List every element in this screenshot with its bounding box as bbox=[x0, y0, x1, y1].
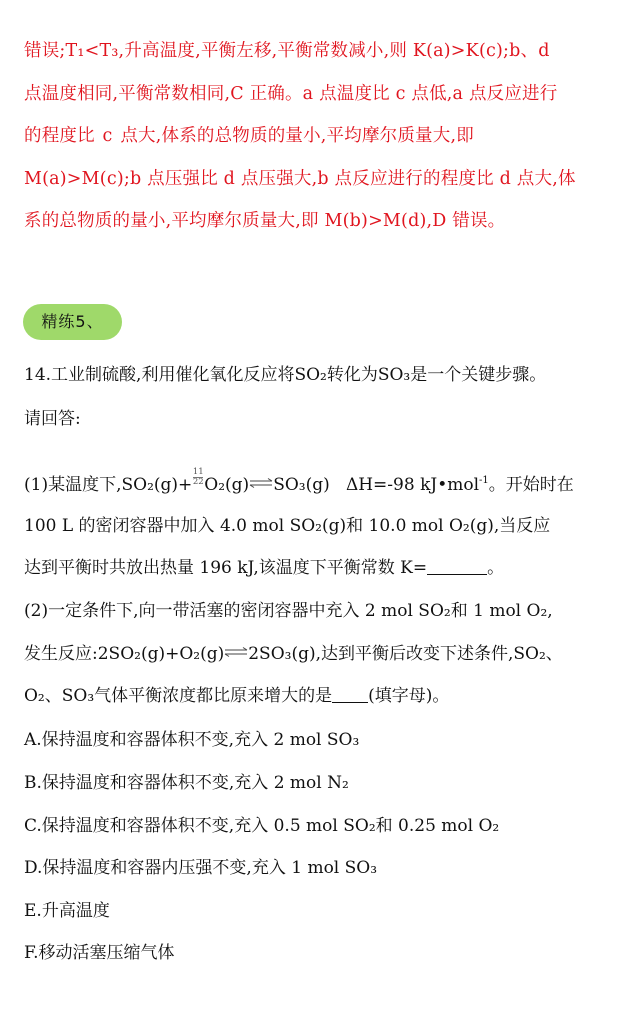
option-d: D.保持温度和容器内压强不变,充入 1 mol SO₃ bbox=[24, 858, 378, 878]
section-badge: 精练5、 bbox=[23, 304, 122, 340]
answer-line-1: 错误;T₁<T₃,升高温度,平衡左移,平衡常数减小,则 K(a)>K(c);b、d bbox=[24, 41, 550, 61]
option-c: C.保持温度和容器体积不变,充入 0.5 mol SO₂和 0.25 mol O₂ bbox=[24, 816, 500, 836]
fraction-coefficient: $\frac{11}{22}$ bbox=[192, 467, 204, 487]
question-prompt: 请回答: bbox=[24, 409, 81, 429]
part1-product: SO₃(g) bbox=[273, 475, 330, 495]
part1-line1: (1)某温度下,SO₂(g)+ $\frac{11}{22}$ O₂(g) SO₃(g) ΔH=-98 kJ•mol$^{-1}$。开始时在 bbox=[24, 467, 574, 495]
answer-explanation bbox=[24, 30, 616, 243]
part2-line3: O₂、SO₃气体平衡浓度都比原来增大的是 (填字母)。 bbox=[24, 686, 450, 706]
part1-tail: 。开始时在 bbox=[488, 475, 574, 495]
part1-o2: O₂(g) bbox=[204, 475, 250, 495]
answer-line-2: 点温度相同,平衡常数相同,C 正确。a 点温度比 c 点低,a 点反应进行 bbox=[24, 83, 558, 104]
answer-blank-k[interactable] bbox=[427, 558, 487, 575]
option-b: B.保持温度和容器体积不变,充入 2 mol N₂ bbox=[24, 773, 349, 793]
part1-line3: 达到平衡时共放出热量 196 kJ,该温度下平衡常数 K= 。 bbox=[24, 558, 505, 578]
answer-line-5: 系的总物质的量小,平均摩尔质量大,即 M(b)>M(d),D 错误。 bbox=[24, 211, 506, 231]
answer-line-4: M(a)>M(c);b 点压强比 d 点压强大,b 点反应进行的程度比 d 点大,体 bbox=[24, 168, 576, 189]
option-e: E.升高温度 bbox=[24, 901, 110, 921]
part1-lead: (1)某温度下,SO₂(g)+ bbox=[24, 475, 193, 495]
equilibrium-arrow-icon bbox=[249, 478, 273, 488]
answer-line-3: 的程度比 c 点大,体系的总物质的量小,平均摩尔质量大,即 bbox=[24, 126, 474, 146]
option-f: F.移动活塞压缩气体 bbox=[24, 943, 175, 963]
part2-line1: (2)一定条件下,向一带活塞的密闭容器中充入 2 mol SO₂和 1 mol O₂, bbox=[24, 601, 553, 621]
part1-enthalpy: ΔH=-98 kJ•mol bbox=[345, 475, 480, 495]
answer-blank-choice[interactable] bbox=[332, 686, 368, 703]
part2-line2: 发生反应:2SO₂(g)+O₂(g) 2SO₃(g),达到平衡后改变下述条件,SO₂、 bbox=[24, 644, 563, 664]
question-intro: 14.工业制硫酸,利用催化氧化反应将SO₂转化为SO₃是一个关键步骤。 bbox=[24, 365, 547, 385]
part1-line2: 100 L 的密闭容器中加入 4.0 mol SO₂(g)和 10.0 mol O₂(g),当反应 bbox=[24, 516, 551, 536]
option-a: A.保持温度和容器体积不变,充入 2 mol SO₃ bbox=[24, 730, 360, 750]
equilibrium-arrow-icon bbox=[224, 647, 248, 657]
